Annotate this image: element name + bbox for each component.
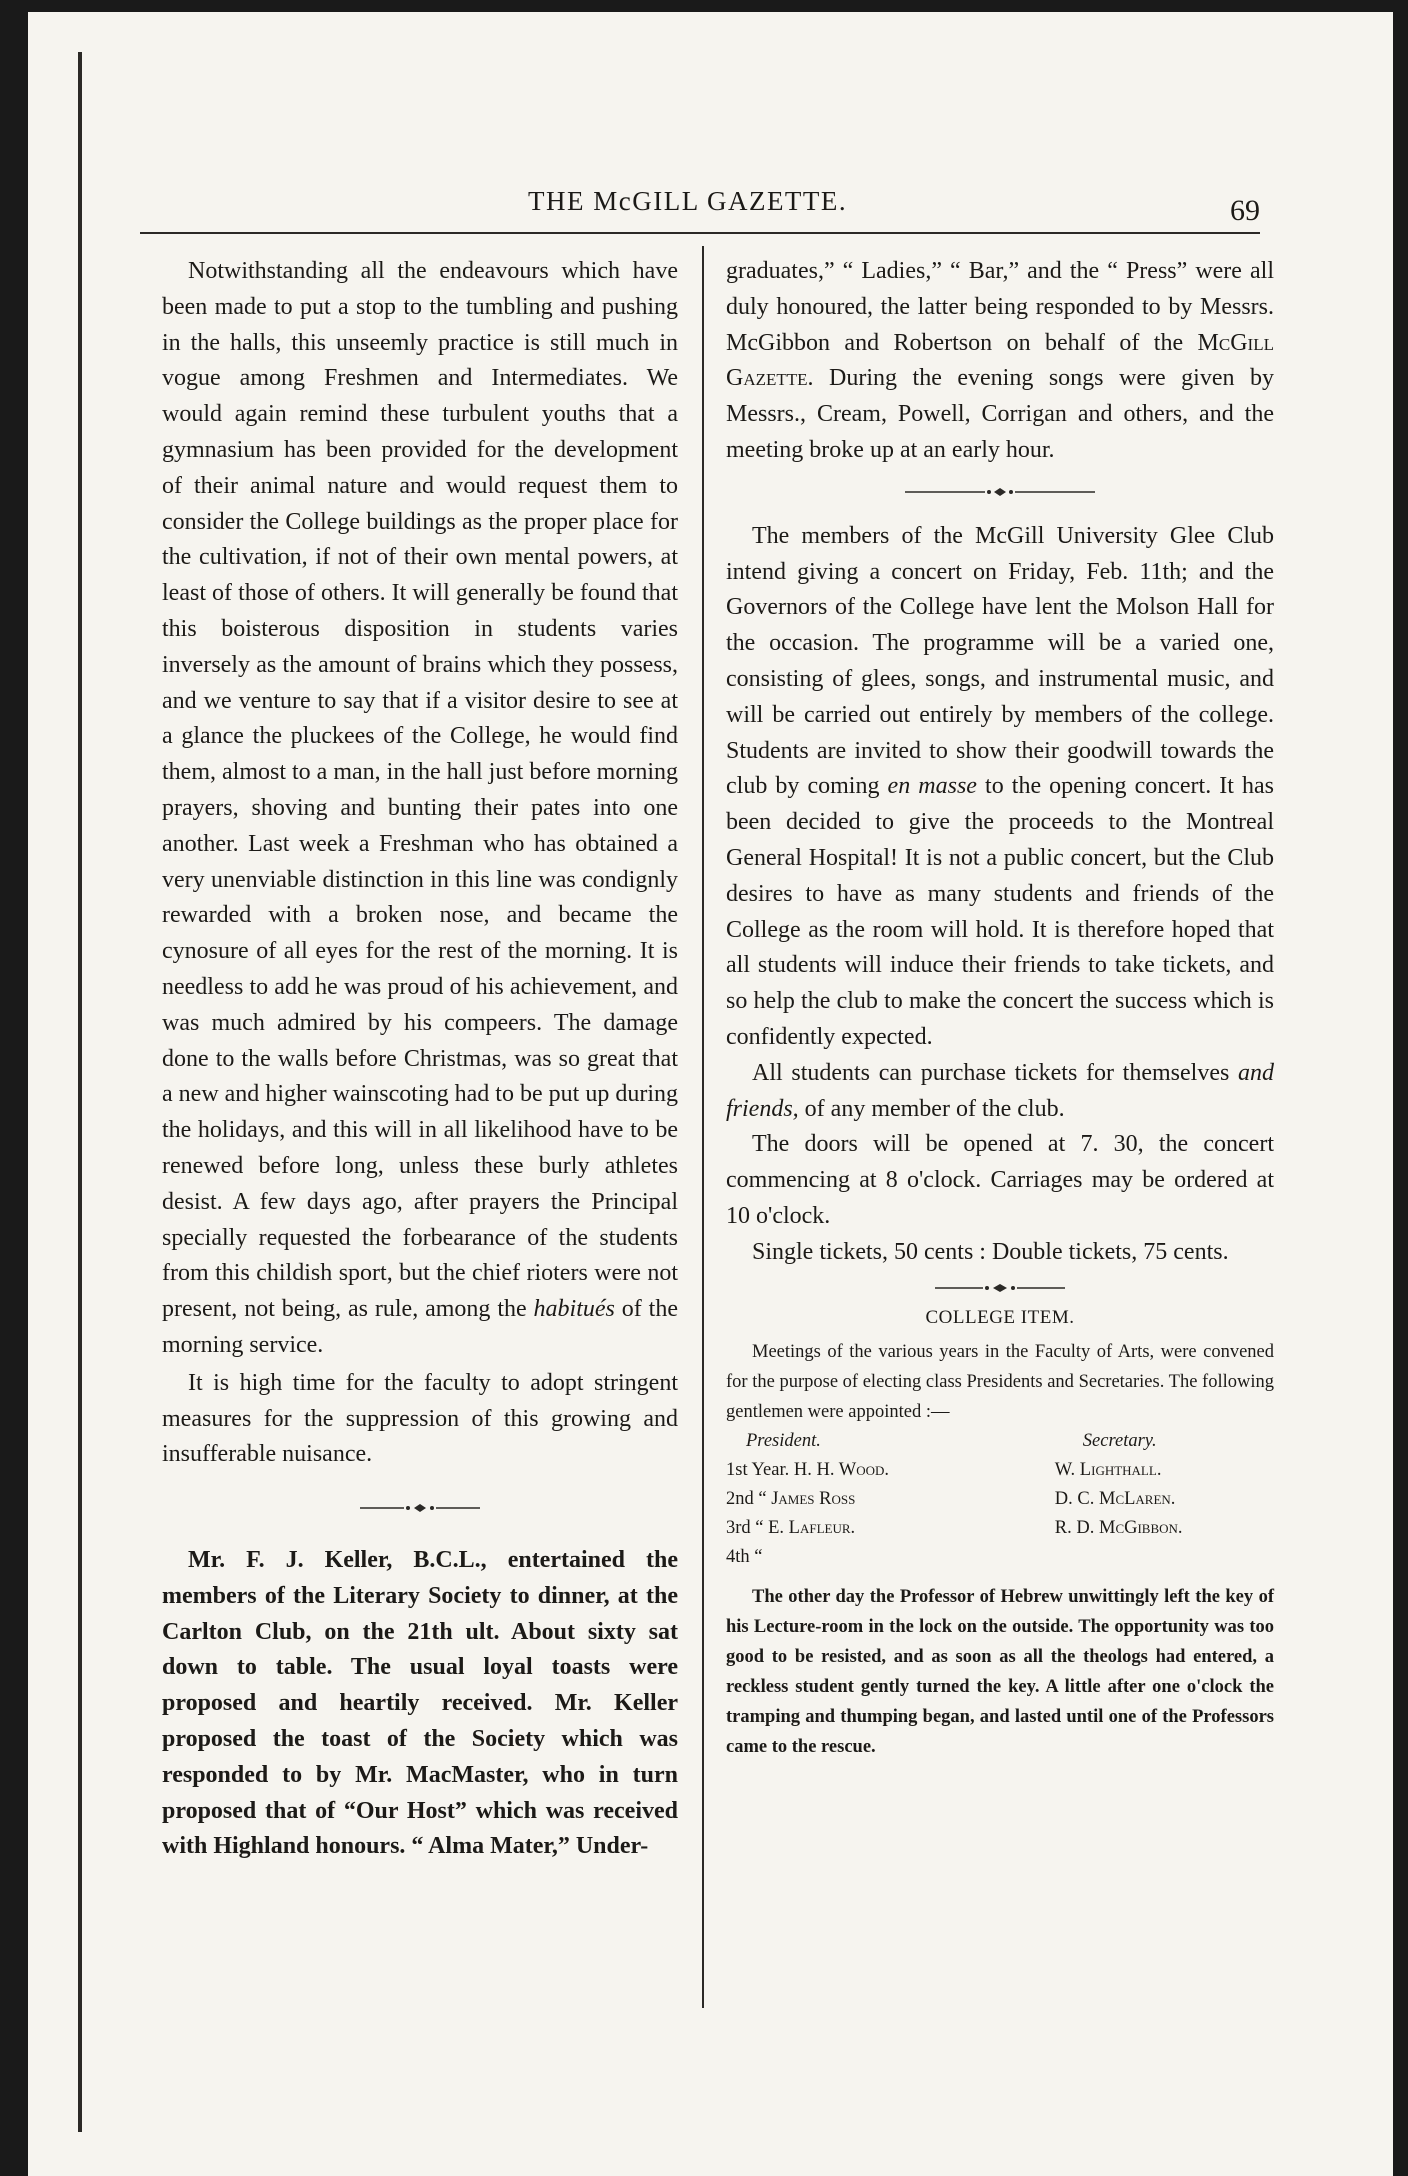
- year-cell: 4th “: [726, 1546, 763, 1567]
- article-halls-conclusion: It is high time for the faculty to adopt stringent measures for the suppression of this growing and insufferable nuisance.: [162, 1369, 678, 1468]
- text-run: to the opening concert. It has been decided to give the proceeds to the Montreal General Hospital! It is not a public concert, but the Club desires to have as many students and friends of the College as the room will hold. It is therefore hoped that all students will induce their friends to take tickets, and so help the club to make the concert the success which is confidently expected.: [726, 773, 1274, 1050]
- secretary-cell: D. C. McLaren.: [1054, 1488, 1176, 1509]
- article-glee-club: [726, 519, 1274, 1056]
- text-run: graduates,” “ Ladies,” “ Bar,” and the “ Press” were all duly honoured, the latter being responded to by Messrs. McGibbon and Robertson on behalf of the: [726, 258, 1274, 356]
- table-row: [726, 1456, 1274, 1485]
- year-cell: 3rd “: [726, 1517, 764, 1538]
- text-run: During the evening songs were given by Messrs., Cream, Powell, Corrigan and others, and the meeting broke up at an early hour.: [726, 365, 1274, 463]
- text-run: of the morning service.: [162, 1296, 678, 1358]
- italic-term: and friends,: [726, 1059, 1274, 1122]
- running-title: THE McGILL GAZETTE.: [528, 186, 848, 216]
- column-rule: [702, 246, 704, 2008]
- text-run: All students can purchase tickets for themselves: [752, 1059, 1238, 1086]
- college-item: [726, 1337, 1274, 1762]
- officers-table: [726, 1427, 1274, 1572]
- binding-rule: [78, 52, 82, 2132]
- president-cell: E. Lafleur.: [768, 1517, 856, 1538]
- article-glee-prices: Single tickets, 50 cents : Double tickets, 75 cents.: [752, 1238, 1229, 1265]
- table-row: [726, 1485, 1274, 1514]
- ornament-divider: [360, 1501, 480, 1515]
- college-item-heading: COLLEGE ITEM.: [925, 1306, 1075, 1328]
- secretary-cell: W. Lighthall.: [1054, 1459, 1162, 1480]
- ornament-divider: [905, 485, 1095, 499]
- college-item-intro: Meetings of the various years in the Faculty of Arts, were convened for the purpose of electing class Presidents and Secretaries. The following gentlemen were appointed :—: [726, 1341, 1274, 1422]
- header-rule: [140, 232, 1260, 234]
- secretary-label: Secretary.: [1082, 1430, 1157, 1451]
- table-row: [726, 1543, 1274, 1572]
- text-run: of any member of the club.: [798, 1095, 1065, 1122]
- ornament-divider: [935, 1281, 1065, 1295]
- left-column: [162, 254, 678, 1865]
- college-item-hebrew-anecdote: The other day the Professor of Hebrew unwittingly left the key of his Lecture-room in the lock on the outside. The opportunity was too good to be resisted, and as soon as all the theologs had entered, a reckless student gently turned the key. A little after one o'clock the tramping and thumping began, and lasted until one of the Professors came to the rescue.: [726, 1586, 1274, 1757]
- president-cell: H. H. Wood.: [793, 1459, 889, 1480]
- italic-term: en masse: [887, 773, 977, 800]
- page-header: [140, 186, 1260, 226]
- article-halls-paragraph: [162, 254, 678, 1364]
- text-run: Notwithstanding all the endeavours which have been made to put a stop to the tumbling and pushing in the halls, this unseemly practice is still much in vogue among Freshmen and Intermediates. We would again remind these turbulent youths that a gymnasium has been provided for the development of their animal nature and would request them to consider the College buildings as the proper place for the cultivation, if not of their own mental powers, at least of those of others. It will generally be found that this boisterous disposition in students varies inversely as the amount of brains which they possess, and we venture to say that if a visitor desire to see at a glance the pluckees of the College, he would find them, almost to a man, in the hall just before morning prayers, shoving and bunting their pates into one another. Last week a Freshman who has obtained a very unenviable distinction in this line was condignly rewarded with a broken nose, and became the cynosure of all eyes for the rest of the morning. It is needless to add he was proud of his achievement, and was much admired by his compeers. The damage done to the walls before Christmas, was so great that a new and higher wainscoting had to be put up during the holidays, and this will in all likelihood have to be renewed before long, unless these burly athletes desist. A few days ago, after prayers the Principal specially requested the forbearance of the students from this childish sport, but the chief rioters were not present, not being, as rule, among the: [162, 258, 678, 1323]
- text-run: The members of the McGill University Glee Club intend giving a concert on Friday, Feb. 11th; and the Governors of the College have lent the Molson Hall for the occasion. The programme will be a varied one, consisting of glees, songs, and instrumental music, and will be carried out entirely by members of the college. Students are invited to show their goodwill towards the club by coming: [726, 522, 1274, 800]
- article-dinner-continued: [726, 254, 1274, 469]
- president-cell: James Ross: [771, 1488, 856, 1509]
- page-number: 69: [1230, 194, 1260, 227]
- president-label: President.: [746, 1430, 821, 1451]
- right-column: [726, 254, 1274, 1762]
- table-row: [726, 1514, 1274, 1543]
- year-cell: 2nd “: [726, 1488, 767, 1509]
- article-keller-dinner: Mr. F. J. Keller, B.C.L., entertained the members of the Literary Society to dinner, at the Carlton Club, on the 21th ult. About sixty sat down to table. The usual loyal toasts were proposed and heartily received. Mr. Keller proposed the toast of the Society which was responded to by Mr. MacMaster, who in turn proposed that of “Our Host” which was received with Highland honours. “ Alma Mater,” Under-: [162, 1547, 678, 1860]
- secretary-cell: R. D. McGibbon.: [1054, 1517, 1183, 1538]
- officers-header-row: [726, 1427, 1274, 1456]
- gazette-name: McGill Gazette.: [726, 329, 1274, 392]
- year-cell: 1st Year.: [726, 1459, 790, 1480]
- article-glee-doors: The doors will be opened at 7. 30, the concert commencing at 8 o'clock. Carriages may be ordered at 10 o'clock.: [726, 1131, 1274, 1229]
- article-glee-tickets: [726, 1056, 1274, 1128]
- italic-term: habitués: [533, 1296, 615, 1323]
